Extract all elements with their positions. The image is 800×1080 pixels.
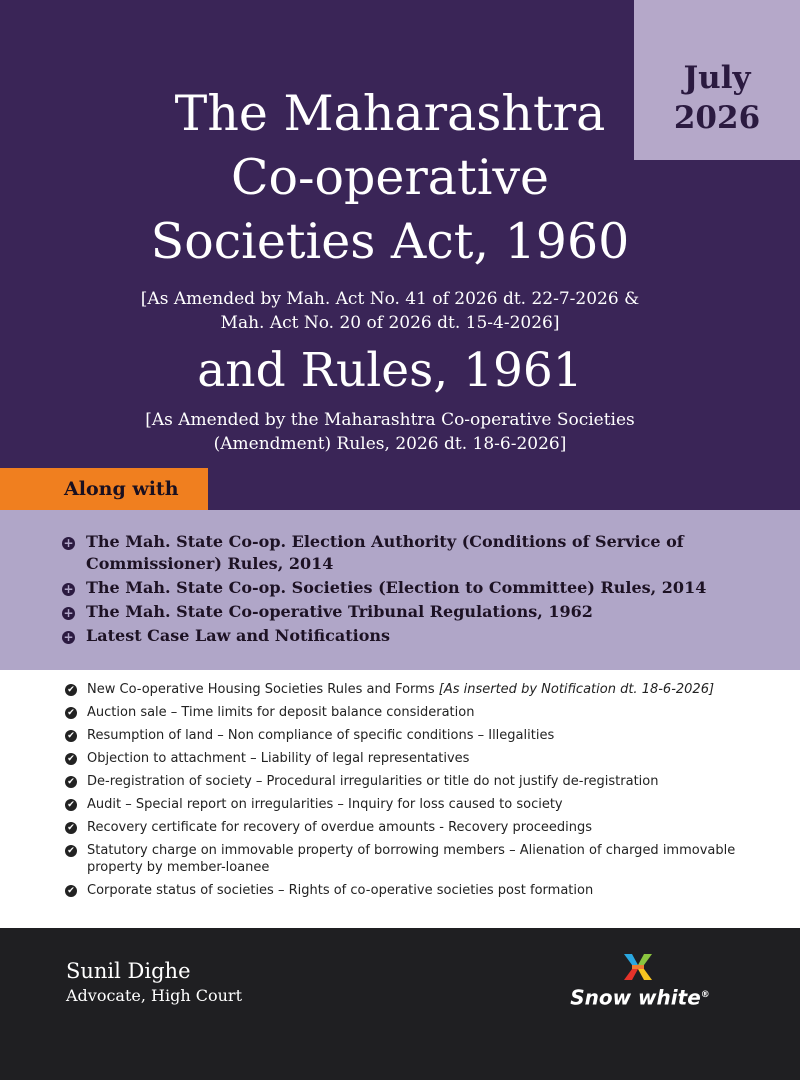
highlight-item [65, 681, 780, 698]
highlight-item [65, 704, 780, 721]
highlight-text: Auction sale – Time limits for deposit balance consideration [87, 705, 475, 720]
along-with-item [62, 531, 782, 575]
check-circle-icon: ✔ [65, 730, 77, 742]
highlight-item [65, 842, 780, 876]
registered-mark: ® [700, 990, 710, 1000]
cover-top-panel [0, 0, 800, 510]
highlight-text: Objection to attachment – Liability of legal representatives [87, 751, 470, 766]
highlight-text: Corporate status of societies – Rights of co-operative societies post formation [87, 883, 594, 898]
highlight-item [65, 819, 780, 836]
highlight-text: Audit – Special report on irregularities – Inquiry for loss caused to society [87, 797, 563, 812]
title-line: The Maharashtra [174, 85, 606, 142]
check-circle-icon: ✔ [65, 822, 77, 834]
book-title [0, 82, 780, 274]
act-amendment-line: [As Amended by Mah. Act No. 41 of 2026 dt. 22-7-2026 & [140, 289, 640, 309]
check-circle-icon: ✔ [65, 799, 77, 811]
plus-circle-icon: + [63, 582, 74, 596]
title-line: Co-operative [230, 149, 550, 206]
highlight-text: De-registration of society – Procedural irregularities or title do not justify de-registration [87, 774, 659, 789]
highlight-text: Recovery certificate for recovery of overdue amounts - Recovery proceedings [87, 820, 593, 835]
highlight-item [65, 727, 780, 744]
highlight-text: Resumption of land – Non compliance of specific conditions – Illegalities [87, 728, 555, 743]
check-circle-icon: ✔ [65, 684, 77, 696]
highlight-item [65, 796, 780, 813]
plus-circle-icon: + [63, 536, 74, 550]
along-with-list [62, 531, 782, 649]
along-with-item-text: The Mah. State Co-op. Societies (Election to Committee) Rules, 2014 [86, 578, 707, 597]
author-role: Advocate, High Court [66, 986, 242, 1005]
edition-year: 2026 [673, 100, 761, 136]
highlight-text: Statutory charge on immovable property of borrowing members – Alienation of charged immovable property by member-loanee [87, 843, 736, 875]
along-with-item-text: The Mah. State Co-op. Election Authority (Conditions of Service of Commissioner) Rules, 2014 [86, 532, 684, 573]
check-circle-icon: ✔ [65, 885, 77, 897]
publisher-logo [560, 952, 720, 1022]
along-with-item [62, 625, 782, 647]
rules-amendment-line: [As Amended by the Maharashtra Co-operative Societies [145, 410, 635, 430]
along-with-item [62, 577, 782, 599]
highlight-note: [As inserted by Notification dt. 18-6-2026] [438, 682, 715, 697]
snow-white-logo-icon [622, 952, 654, 982]
highlights-panel [0, 670, 800, 928]
title-line: Societies Act, 1960 [150, 213, 630, 270]
highlight-text: New Co-operative Housing Societies Rules and Forms [87, 682, 439, 697]
author-name: Sunil Dighe [66, 959, 191, 983]
check-circle-icon: ✔ [65, 753, 77, 765]
rules-amendment-note [0, 408, 780, 456]
act-amendment-line: Mah. Act No. 20 of 2026 dt. 15-4-2026] [220, 313, 560, 333]
highlight-item [65, 750, 780, 767]
publisher-name-text: Snow white [570, 985, 701, 1010]
edition-month: July [683, 60, 751, 96]
check-circle-icon: ✔ [65, 845, 77, 857]
check-circle-icon: ✔ [65, 776, 77, 788]
plus-circle-icon: + [63, 630, 74, 644]
along-with-item-text: The Mah. State Co-operative Tribunal Regulations, 1962 [86, 602, 593, 621]
act-amendment-note [0, 287, 780, 335]
highlight-item [65, 882, 780, 899]
rules-amendment-line: (Amendment) Rules, 2026 dt. 18-6-2026] [213, 434, 567, 454]
check-circle-icon: ✔ [65, 707, 77, 719]
along-with-item-text: Latest Case Law and Notifications [86, 626, 391, 645]
rules-title: and Rules, 1961 [197, 343, 583, 398]
along-with-panel [0, 510, 800, 670]
plus-circle-icon: + [63, 606, 74, 620]
highlights-list [65, 681, 780, 905]
along-with-item [62, 601, 782, 623]
cover-bottom-panel [0, 928, 800, 1080]
along-with-label: Along with [0, 468, 208, 510]
publisher-name [560, 982, 720, 1011]
highlight-item [65, 773, 780, 790]
